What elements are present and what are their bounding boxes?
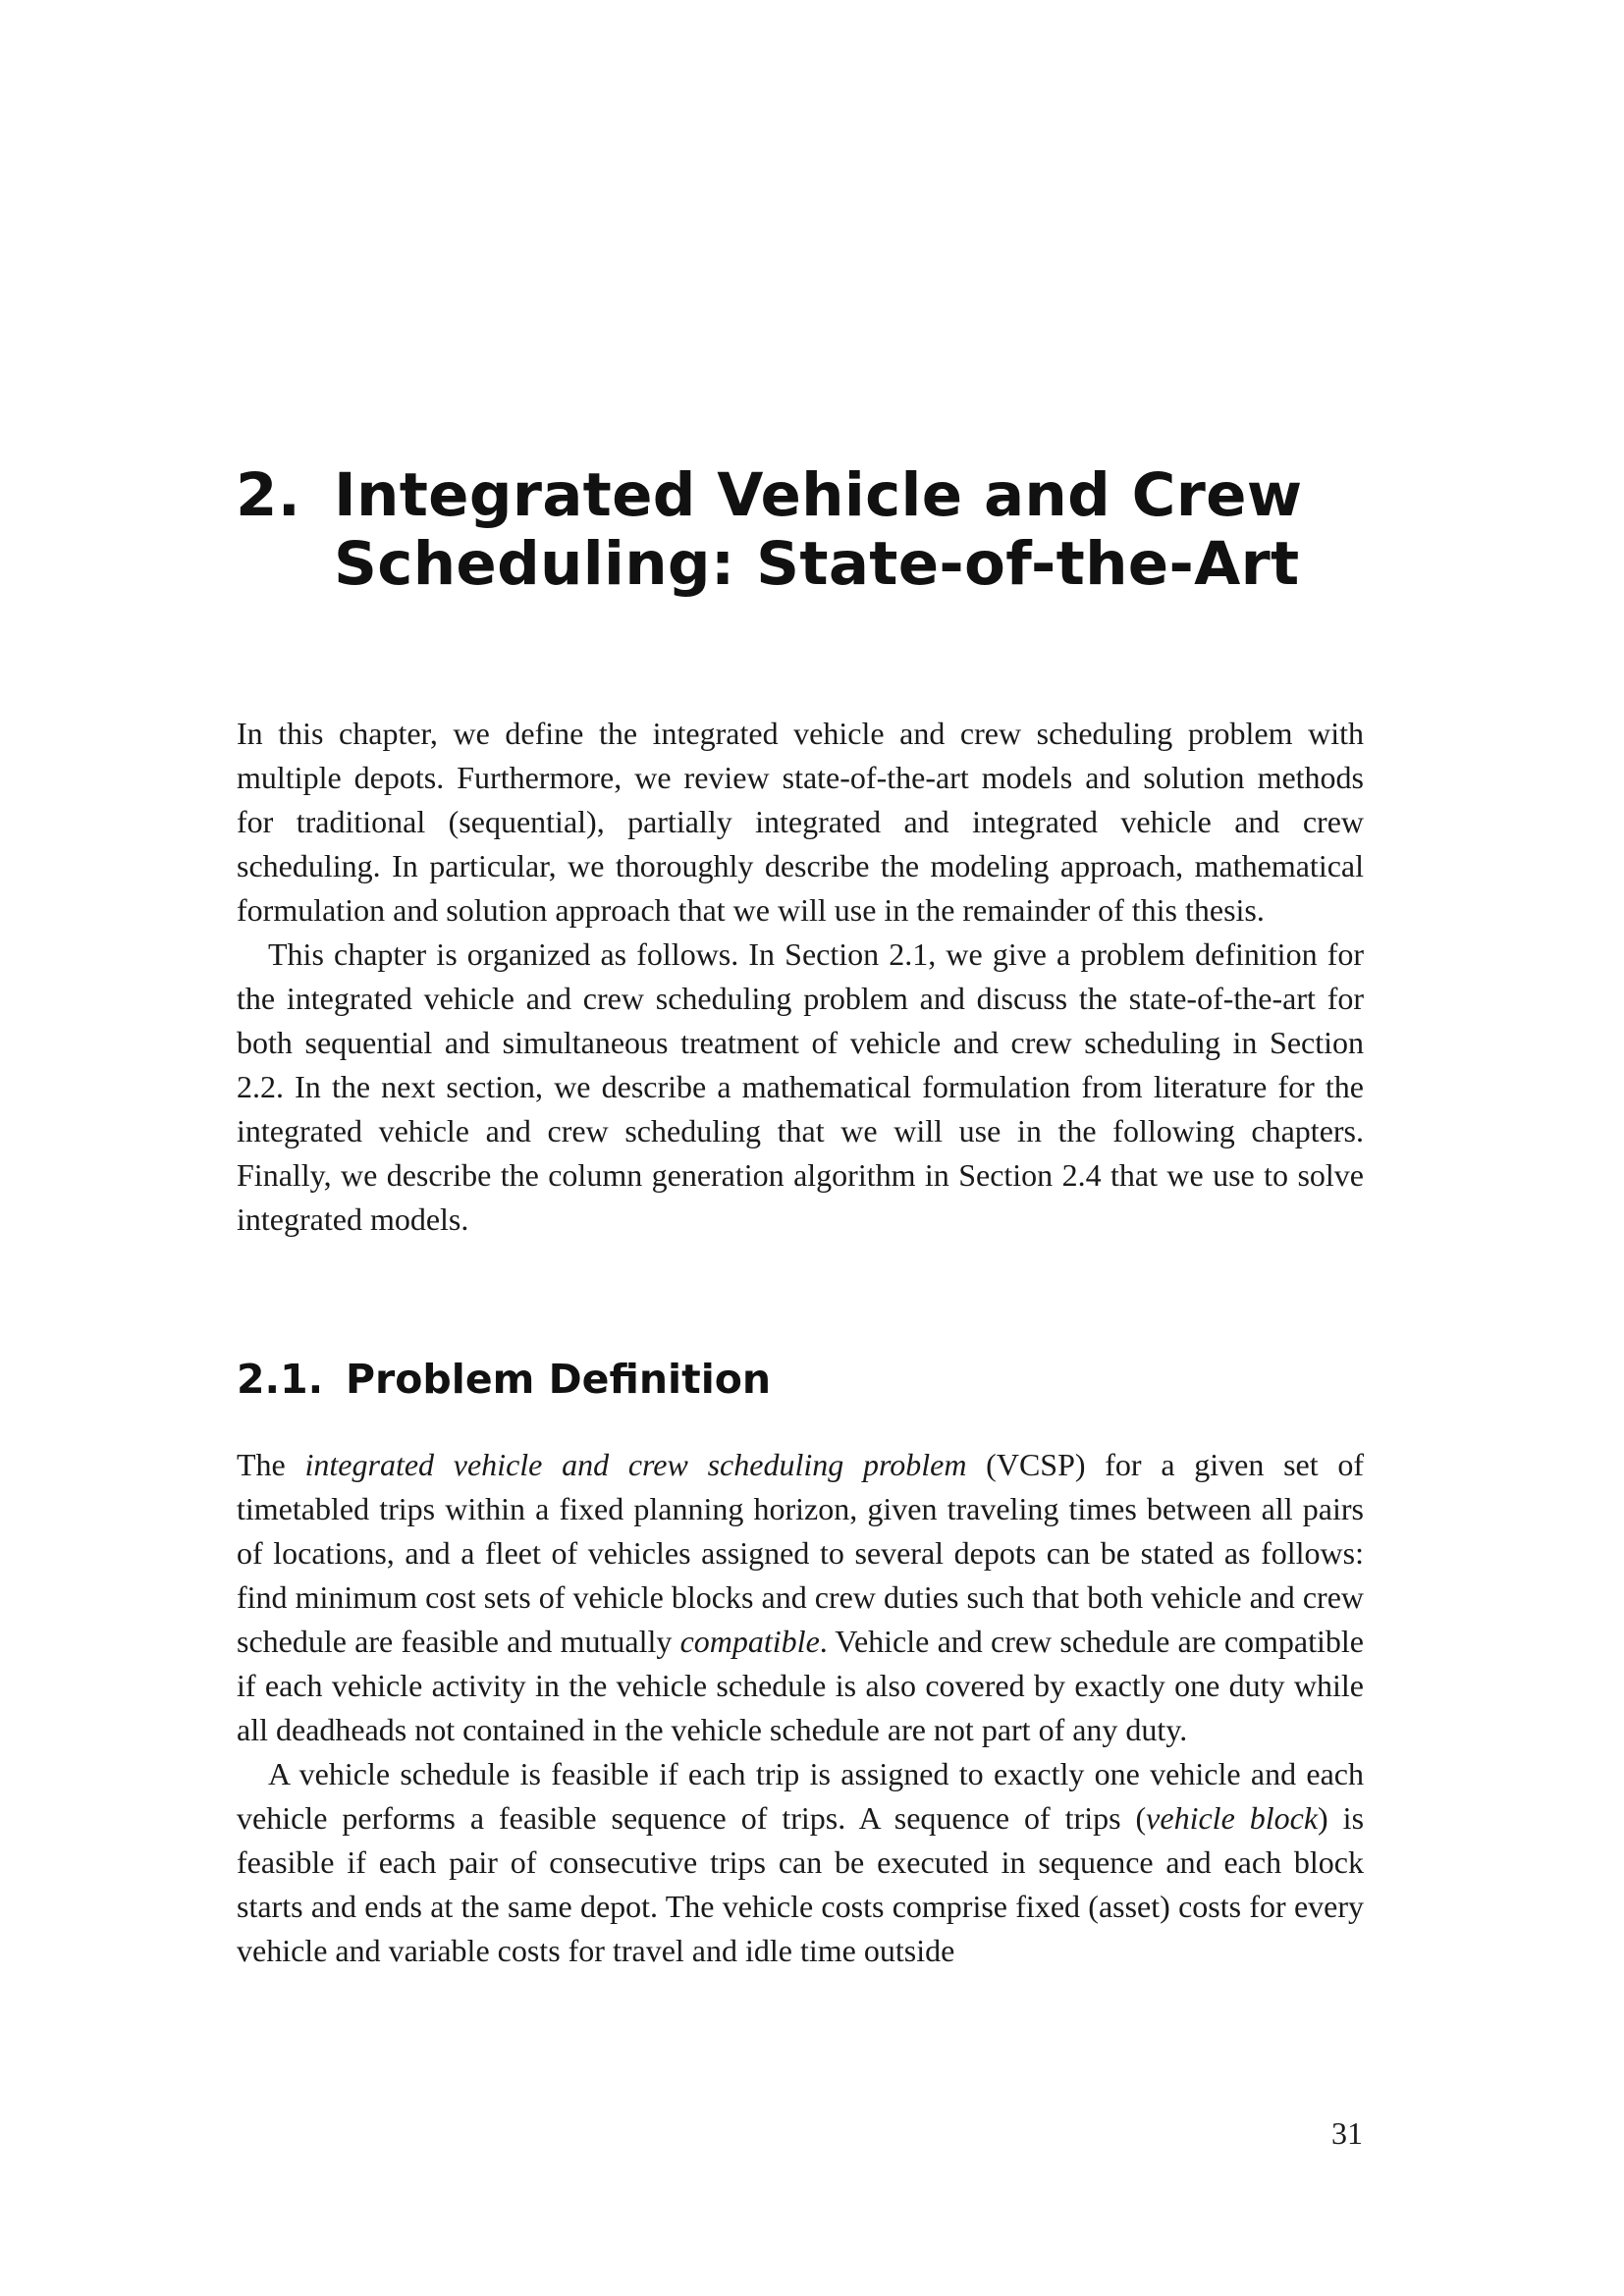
text-run: The (237, 1447, 305, 1482)
text-run: ) is feasible if each pair of consecutive trips can be executed in sequence and each block starts and ends at the same depot. The vehicle costs comprise fixed (asset) costs for every vehicle and variable costs for travel and idle time outside (237, 1800, 1365, 1968)
text-run: A vehicle schedule is feasible if each trip is assigned to exactly one vehicle and each vehicle performs a feasible sequence of trips. A sequence of trips ( (237, 1756, 1364, 1836)
intro-paragraph: In this chapter, we define the integrated vehicle and crew scheduling problem with multiple depots. Furthermore, we review state-of-the-art models and solution methods for traditional (sequential), partially integrated and integrated vehicle and crew scheduling. In particular, we thoroughly describe the modeling approach, mathematical formulation and solution approach that we will use in the remainder of this thesis. (237, 716, 1364, 928)
intro-paragraph: This chapter is organized as follows. In Section 2.1, we give a problem definition for the integrated vehicle and crew scheduling problem and discuss the state-of-the-art for both sequential and simultaneous treatment of vehicle and crew scheduling in Section 2.2. In the next section, we describe a mathematical formulation from literature for the integrated vehicle and crew scheduling that we will use in the following chapters. Finally, we describe the column generation algorithm in Section 2.4 that we use to solve integrated models. (237, 936, 1364, 1237)
section-paragraph (237, 1443, 1364, 1752)
section-title: Problem Definition (346, 1356, 772, 1403)
emphasis-term: compatible (679, 1624, 820, 1659)
emphasis-term: vehicle block (1146, 1800, 1319, 1836)
page-number: 31 (1331, 2115, 1363, 2151)
chapter-number: 2. (236, 460, 301, 530)
emphasis-term: integrated vehicle and crew scheduling problem (304, 1447, 967, 1482)
section-body (237, 1443, 1364, 1973)
text-run: (VCSP) for a given set of timetabled trips within a fixed planning horizon, given traveling times between all pairs of locations, and a fleet of vehicles assigned to several depots can be stated as follows: find minimum cost sets of vehicle blocks and crew duties such that both vehicle and crew schedule are feasible and mutually (237, 1447, 1365, 1659)
section-number: 2.1. (237, 1356, 324, 1403)
section-paragraph (237, 1752, 1364, 1973)
text-run: . Vehicle and crew schedule are compatible if each vehicle activity in the vehicle schedule is also covered by exactly one duty while all deadheads not contained in the vehicle schedule are not part of any duty. (237, 1624, 1365, 1747)
chapter-title-text: Integrated Vehicle and Crew Scheduling: State-of-the-Art (334, 460, 1303, 599)
chapter-title (236, 461, 1375, 599)
chapter-intro (237, 712, 1364, 1242)
section-heading (237, 1355, 771, 1404)
